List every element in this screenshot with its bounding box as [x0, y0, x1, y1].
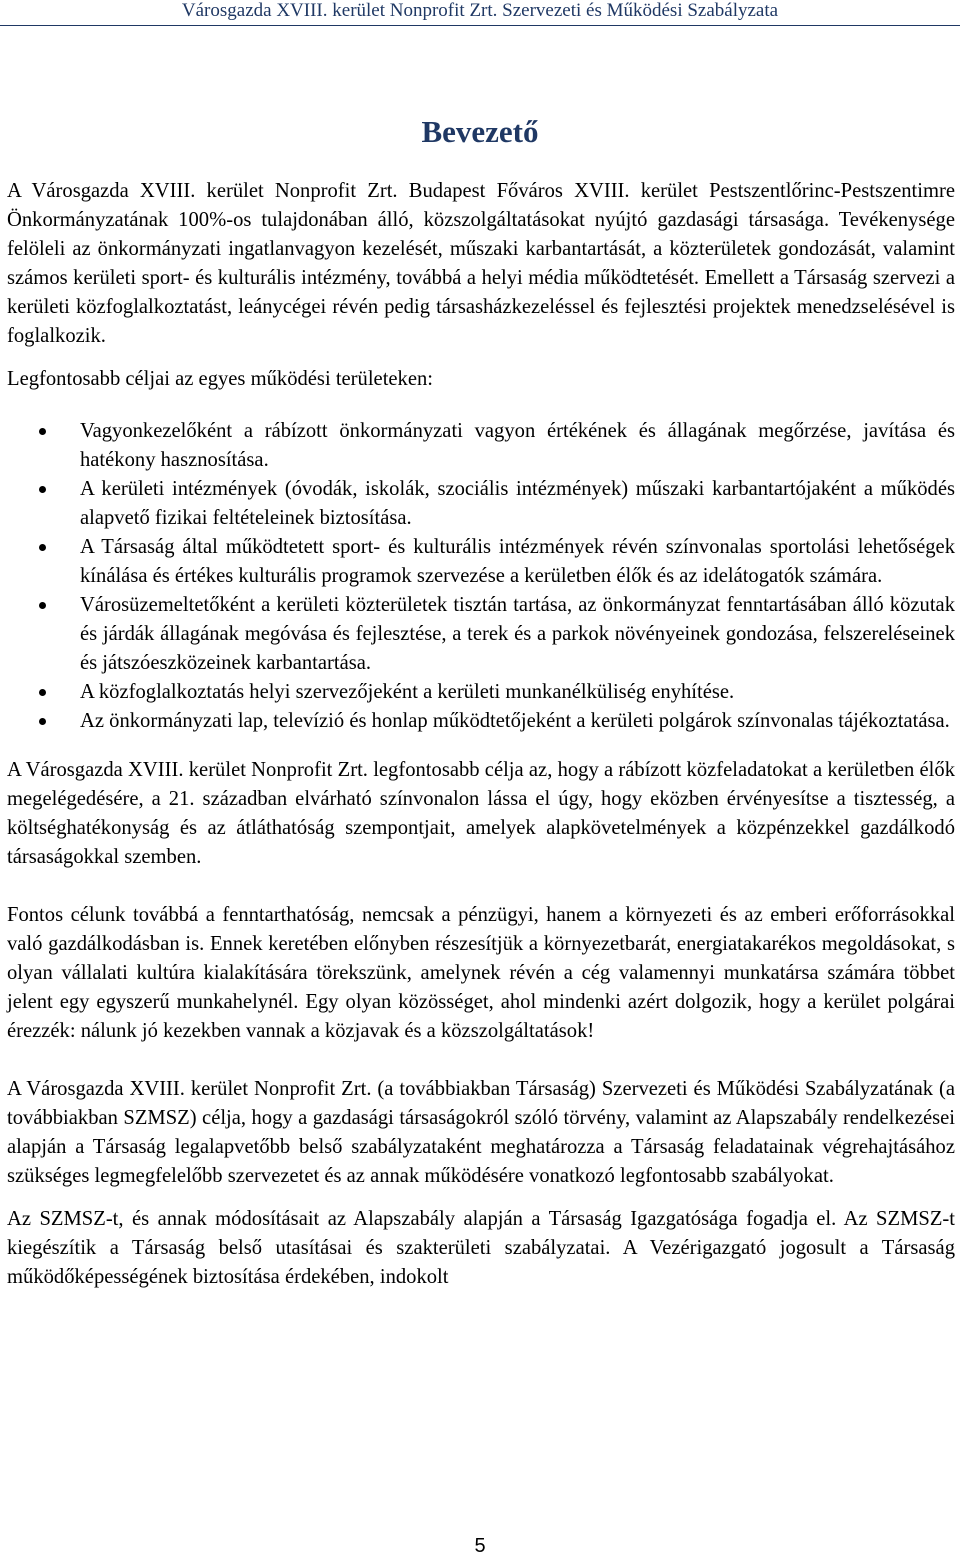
list-item	[7, 533, 955, 591]
section-title: Bevezető	[421, 114, 539, 149]
goals-list	[7, 417, 955, 736]
sustainability-paragraph: Fontos célunk továbbá a fenntarthatóság, nemcsak a pénzügyi, hanem a környezeti és az emberi erőforrásokkal való gazdálkodásban is. Ennek keretében előnyben részesítjük a környezetbarát, energiatakarékos megoldásokat, s olyan vállalati kultúra kialakítására törekszünk, amelynek révén a cég valamennyi munkatársa számára többet jelent egy egyszerű munkahelynél. Egy olyan közösséget, ahol mindenki azért dolgozik, hogy a kerület polgárai érezzék: nálunk jó kezekben vannak a közjavak és a közszolgáltatások!	[7, 904, 955, 1042]
aim-paragraph: A Városgazda XVIII. kerület Nonprofit Zrt. legfontosabb célja az, hogy a rábízott közfeladatokat a kerületben élők megelégedésére, a 21. században elvárható színvonalon lássa el úgy, hogy eközben érvényesítse a tisztesség, a költséghatékonyság és az átláthatóság szempontjait, amelyek alapkövetelmények a közpénzekkel gazdálkodó társaságokkal szemben.	[7, 759, 955, 868]
bullet-icon	[39, 689, 46, 696]
list-item	[7, 678, 955, 707]
szmsz-adoption-paragraph: Az SZMSZ-t, és annak módosításait az Alapszabály alapján a Társaság Igazgatósága fogadja el. Az SZMSZ-t kiegészítik a Társaság belső utasításai és szakterületi szabályzatai. A Vezérigazgató jogosult a Társaság működőképességének biztosítása érdekében, indokolt	[7, 1208, 955, 1288]
document-body	[7, 177, 955, 1292]
bullet-icon	[39, 544, 46, 551]
list-item-text: Vagyonkezelőként a rábízott önkormányzati vagyon értékének és állagának megőrzése, javítása és hatékony hasznosítása.	[80, 420, 955, 471]
bullet-icon	[39, 428, 46, 435]
list-item-text: Az önkormányzati lap, televízió és honlap működtetőjeként a kerületi polgárok színvonalas tájékoztatása.	[80, 710, 950, 732]
header-rule	[0, 25, 960, 26]
list-item-text: A kerületi intézmények (óvodák, iskolák, szociális intézmények) műszaki karbantartójaként a működés alapvető fizikai feltételeinek biztosítása.	[80, 478, 955, 529]
bullet-icon	[39, 602, 46, 609]
page-number: 5	[474, 1535, 486, 1557]
list-item-text: Városüzemeltetőként a kerületi közterületek tisztán tartása, az önkormányzat fenntartásában álló közutak és járdák állagának megóvása és fejlesztése, a terek és a parkok növényeinek gondozása, felszereléseinek és játszóeszközeinek karbantartása.	[80, 594, 955, 674]
list-item	[7, 417, 955, 475]
list-item	[7, 591, 955, 678]
szmsz-purpose-paragraph: A Városgazda XVIII. kerület Nonprofit Zrt. (a továbbiakban Társaság) Szervezeti és Működési Szabályzatának (a továbbiakban SZMSZ) célja, hogy a gazdasági társaságokról szóló törvény, valamint az Alapszabály rendelkezései alapján a Társaság legalapvetőbb belső szabályzataként meghatározza a Társaság feladatainak végrehajtásához szükséges legmegfelelőbb szervezetet és az annak működésére vonatkozó legfontosabb szabályokat.	[7, 1078, 955, 1187]
bullet-icon	[39, 486, 46, 493]
list-item	[7, 475, 955, 533]
intro-paragraph: A Városgazda XVIII. kerület Nonprofit Zrt. Budapest Főváros XVIII. kerület Pestszentlőrinc-Pestszentimre Önkormányzatának 100%-os tulajdonában álló, közszolgáltatásokat nyújtó gazdasági társasága. Tevékenysége felöleli az önkormányzati ingatlanvagyon kezelését, műszaki karbantartását, a közterületek gondozását, valamint számos kerületi sport- és kulturális intézmény, továbbá a helyi média működtetését. Emellett a Társaság szervezi a kerületi közfoglalkoztatást, leánycégei révén pedig társasházkezeléssel és fejlesztési projektek menedzselésével is foglalkozik.	[7, 180, 955, 347]
list-item	[7, 707, 955, 736]
running-header: Városgazda XVIII. kerület Nonprofit Zrt. Szervezeti és Működési Szabályzata	[181, 0, 779, 21]
list-item-text: A közfoglalkoztatás helyi szervezőjeként a kerületi munkanélküliség enyhítése.	[80, 681, 735, 703]
bullet-icon	[39, 718, 46, 725]
list-item-text: A Társaság által működtetett sport- és kulturális intézmények révén színvonalas sportolási lehetőségek kínálása és értékes kulturális programok szervezése a kerületben élők és az idelátogatók számára.	[80, 536, 955, 587]
goals-lead-paragraph: Legfontosabb céljai az egyes működési területeken:	[7, 368, 434, 390]
